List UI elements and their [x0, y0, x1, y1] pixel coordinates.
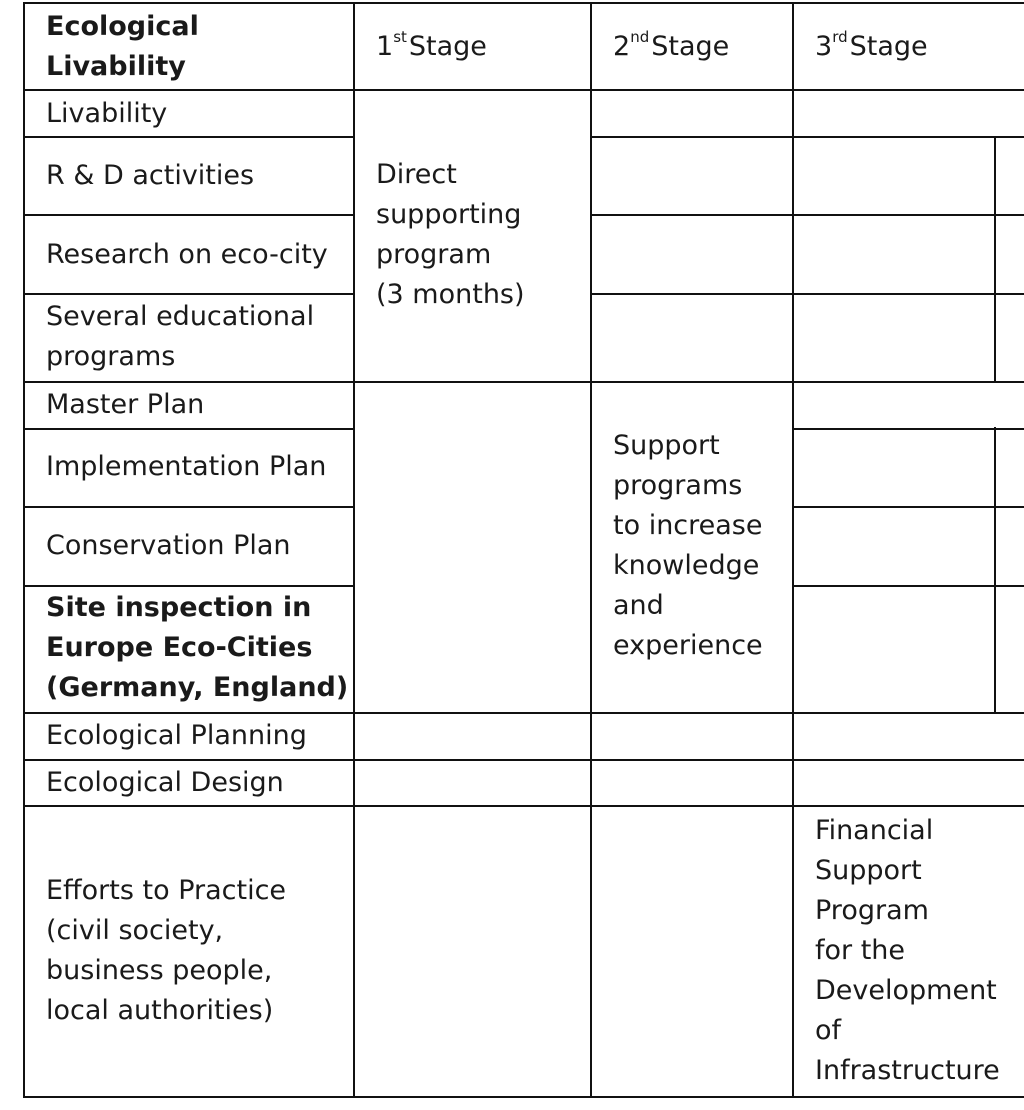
stage-table: [23, 2, 1024, 1098]
support-programs-knowledge: Support programs to increase knowledge and experience: [613, 430, 763, 661]
row-divider: [23, 136, 353, 138]
table-border-left: [23, 2, 25, 1098]
financial-support-program: Financial Support Program for the Development of Infrastructure: [815, 815, 1000, 1086]
row-divider: [23, 214, 353, 216]
row-divider: [590, 293, 1024, 295]
column-divider: [792, 2, 794, 1098]
column-divider: [994, 137, 996, 383]
row-divider: [590, 136, 1024, 138]
header-ecological-livability: Ecological Livability: [46, 11, 199, 82]
row-label-implementation-plan: Implementation Plan: [46, 451, 327, 482]
row-divider: [23, 712, 1024, 714]
row-label-educational: Several educational programs: [46, 301, 315, 372]
header-stage-3: 3rdStage: [815, 28, 928, 62]
row-divider: [23, 506, 353, 508]
row-divider: [23, 759, 1024, 761]
row-divider: [23, 428, 353, 430]
row-divider: [23, 293, 353, 295]
row-label-site-inspection: Site inspection in Europe Eco-Cities (Germany, England): [46, 592, 349, 703]
row-divider: [23, 89, 1024, 91]
row-divider: [792, 585, 1024, 587]
row-label-efforts-to-practice: Efforts to Practice (civil society, business people, local authorities): [46, 875, 287, 1026]
row-divider: [792, 428, 1024, 430]
row-label-master-plan: Master Plan: [46, 389, 205, 420]
column-divider: [994, 427, 996, 712]
table-border-bottom: [23, 1096, 1024, 1098]
row-label-livability: Livability: [46, 98, 168, 129]
row-label-rnd: R & D activities: [46, 160, 255, 191]
header-stage-2: 2ndStage: [613, 28, 730, 62]
row-label-conservation-plan: Conservation Plan: [46, 530, 291, 561]
header-stage-1: 1stStage: [376, 28, 487, 62]
row-label-ecological-planning: Ecological Planning: [46, 720, 307, 751]
row-label-ecological-design: Ecological Design: [46, 767, 284, 798]
row-divider: [23, 381, 1024, 383]
row-label-research: Research on eco-city: [46, 239, 328, 270]
table-border-top: [23, 2, 1024, 4]
column-divider: [353, 2, 355, 1098]
column-divider: [590, 2, 592, 1098]
row-divider: [590, 214, 1024, 216]
row-divider: [792, 506, 1024, 508]
row-divider: [23, 805, 1024, 807]
row-divider: [23, 585, 353, 587]
direct-supporting-program: Direct supporting program (3 months): [376, 159, 525, 310]
